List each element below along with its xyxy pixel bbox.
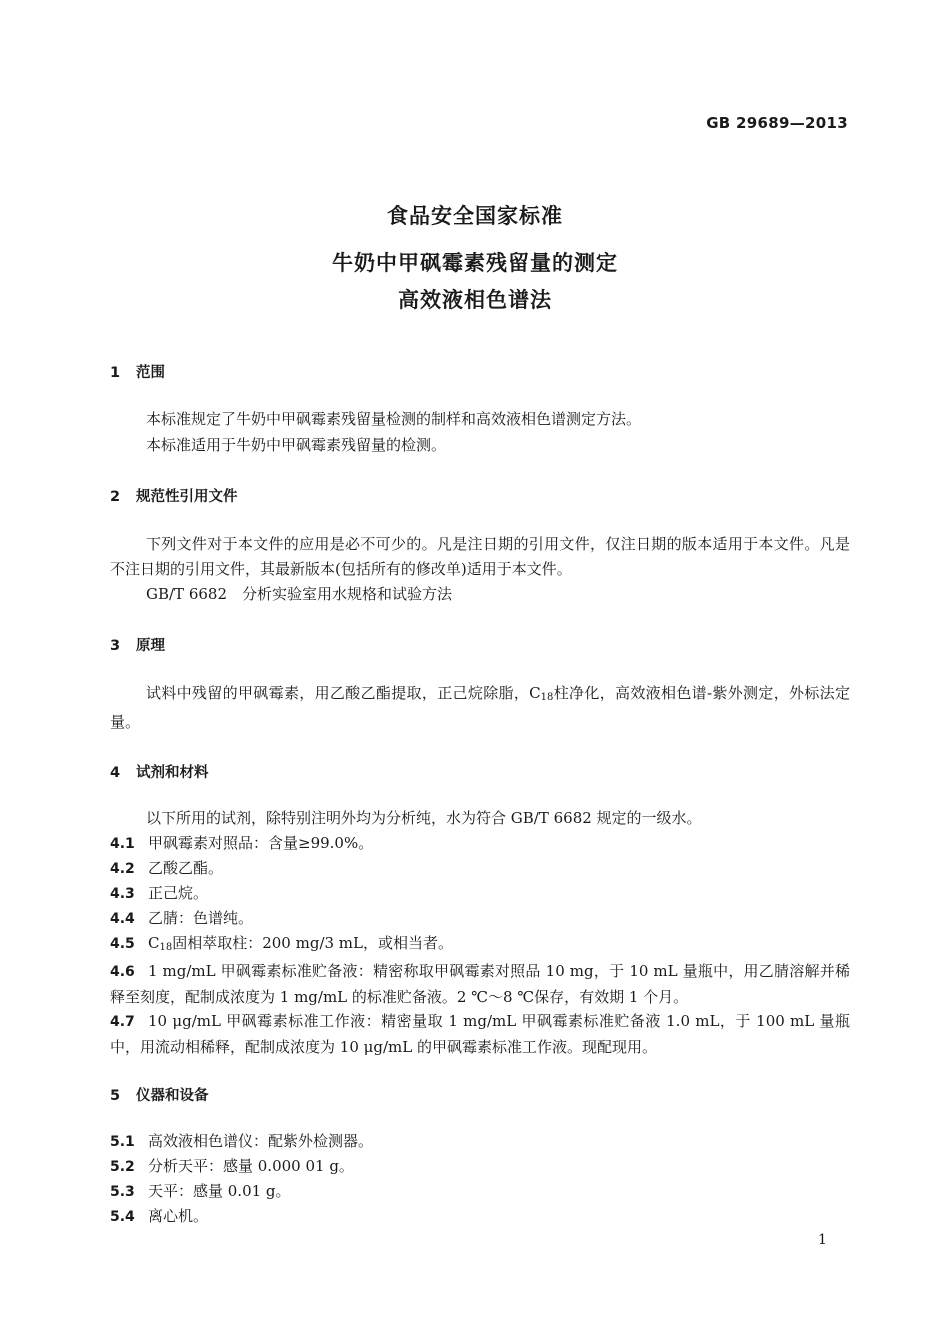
list-item bbox=[110, 1129, 850, 1155]
section-title: 规范性引用文件 bbox=[136, 489, 238, 505]
item-text: 天平：感量 0.01 g。 bbox=[148, 1182, 291, 1200]
subtitle-line-1: 牛奶中甲砜霉素残留量的测定 bbox=[332, 251, 618, 275]
section-title: 仪器和设备 bbox=[136, 1088, 209, 1104]
item-text: 乙酸乙酯。 bbox=[148, 859, 224, 877]
item-text: 10 μg/mL 甲砜霉素标准工作液：精密量取 1 mg/mL 甲砜霉素标准贮备液 1.0 mL，于 100 mL 量瓶中，用流动相稀释，配制成浓度为 10 μg/mL 的甲砜霉素标准工作液。现配现用。 bbox=[110, 1012, 850, 1056]
section-title: 范围 bbox=[136, 365, 165, 381]
subtitle-line-2: 高效液相色谱法 bbox=[398, 288, 552, 312]
item-number: 5.3 bbox=[110, 1184, 135, 1200]
section-title: 试剂和材料 bbox=[136, 765, 209, 781]
item-number: 4.3 bbox=[110, 886, 135, 902]
item-text: 正己烷。 bbox=[148, 884, 209, 902]
item-number: 4.4 bbox=[110, 911, 135, 927]
reference-gbt-6682: GB/T 6682 分析实验室用水规格和试验方法 bbox=[146, 585, 453, 603]
principle-paragraph bbox=[110, 681, 850, 735]
section-number: 1 bbox=[110, 365, 121, 381]
list-item bbox=[110, 856, 850, 882]
section-number: 3 bbox=[110, 638, 121, 654]
list-item bbox=[110, 831, 850, 857]
main-title: 食品安全国家标准 bbox=[387, 204, 563, 228]
reagents-intro: 以下所用的试剂，除特别注明外均为分析纯，水为符合 GB/T 6682 规定的一级水。 bbox=[146, 809, 702, 827]
item-number: 4.7 bbox=[110, 1014, 135, 1030]
item-text-b: 固相萃取柱：200 mg/3 mL，或相当者。 bbox=[172, 934, 453, 952]
section-title: 原理 bbox=[136, 638, 165, 654]
list-item bbox=[110, 931, 850, 960]
document-code: GB 29689—2013 bbox=[706, 114, 848, 132]
list-item bbox=[110, 906, 850, 932]
section-number: 2 bbox=[110, 489, 121, 505]
list-item bbox=[110, 1204, 850, 1230]
section-4-heading bbox=[110, 761, 209, 782]
scope-line-2: 本标准适用于牛奶中甲砜霉素残留量的检测。 bbox=[146, 436, 447, 454]
list-item bbox=[110, 959, 850, 1010]
item-number: 4.2 bbox=[110, 861, 135, 877]
item-text: 1 mg/mL 甲砜霉素标准贮备液：精密称取甲砜霉素对照品 10 mg，于 10 mL 量瓶中，用乙腈溶解并稀释至刻度，配制成浓度为 1 mg/mL 的标准贮备液。2 ℃～8 ℃保存，有效期 1 个月。 bbox=[110, 962, 850, 1006]
scope-line-1: 本标准规定了牛奶中甲砜霉素残留量检测的制样和高效液相色谱测定方法。 bbox=[146, 410, 642, 428]
item-text: 离心机。 bbox=[148, 1207, 209, 1225]
section-2-heading bbox=[110, 485, 238, 506]
list-item bbox=[110, 1154, 850, 1180]
item-text: 分析天平：感量 0.000 01 g。 bbox=[148, 1157, 354, 1175]
section-number: 5 bbox=[110, 1088, 121, 1104]
references-paragraph: 下列文件对于本文件的应用是必不可少的。凡是注日期的引用文件，仅注日期的版本适用于本文件。凡是不注日期的引用文件，其最新版本(包括所有的修改单)适用于本文件。 bbox=[110, 535, 850, 578]
item-text-a: C bbox=[148, 934, 160, 952]
item-number: 4.1 bbox=[110, 836, 135, 852]
section-5-heading bbox=[110, 1084, 209, 1105]
item-number: 4.5 bbox=[110, 936, 135, 952]
list-item bbox=[110, 1179, 850, 1205]
item-subscript: 18 bbox=[159, 942, 173, 953]
principle-subscript: 18 bbox=[540, 692, 554, 703]
item-text: 甲砜霉素对照品：含量≥99.0%。 bbox=[148, 834, 374, 852]
item-number: 5.2 bbox=[110, 1159, 135, 1175]
item-number: 5.1 bbox=[110, 1134, 135, 1150]
section-1-heading bbox=[110, 361, 165, 382]
section-3-heading bbox=[110, 634, 165, 655]
section-number: 4 bbox=[110, 765, 121, 781]
item-number: 4.6 bbox=[110, 964, 135, 980]
item-text: 高效液相色谱仪：配紫外检测器。 bbox=[148, 1132, 374, 1150]
principle-text-a: 试料中残留的甲砜霉素，用乙酸乙酯提取，正己烷除脂，C bbox=[146, 684, 541, 702]
page-number: 1 bbox=[818, 1232, 827, 1248]
list-item bbox=[110, 881, 850, 907]
item-text: 乙腈：色谱纯。 bbox=[148, 909, 254, 927]
item-number: 5.4 bbox=[110, 1209, 135, 1225]
principle-text-b: 柱净化，高效液相色谱-紫外测定，外标法定量。 bbox=[110, 684, 850, 731]
list-item bbox=[110, 1009, 850, 1060]
